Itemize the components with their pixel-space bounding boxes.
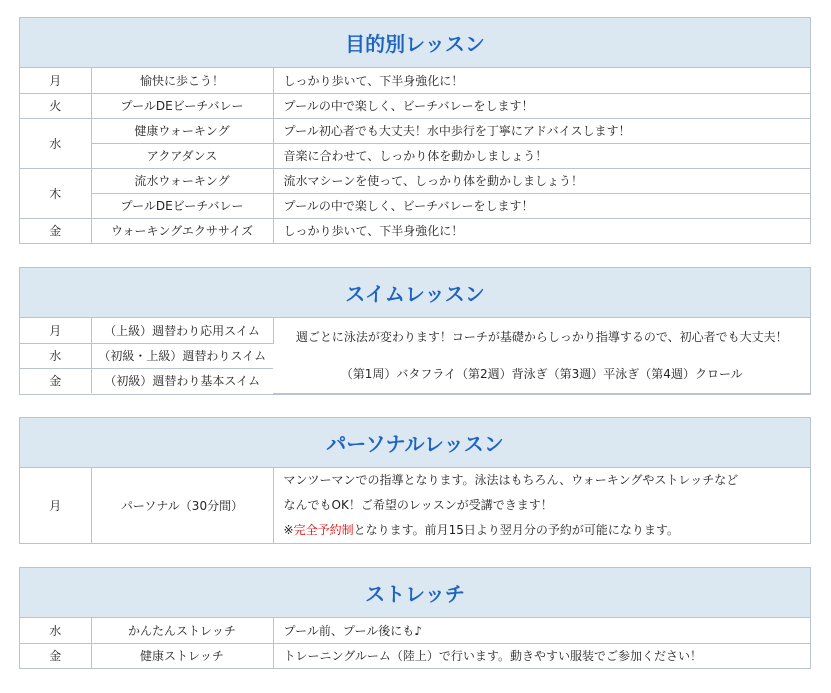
note-prefix: ※ <box>283 523 294 537</box>
section-title: スイムレッスン <box>20 268 810 318</box>
table-row <box>20 468 810 543</box>
lesson-desc: プールの中で楽しく、ビーチバレーをします！ <box>273 93 810 118</box>
section-swim-lessons <box>19 267 811 395</box>
lesson-name: 流水ウォーキング <box>91 168 273 193</box>
day-cell: 水 <box>20 343 91 368</box>
table-row <box>20 618 810 643</box>
swim-desc-line2: （第1周）バタフライ（第2週）背泳ぎ（第3週）平泳ぎ（第4週）クロール <box>340 367 743 382</box>
personal-desc-line1: マンツーマンでの指導となります。泳法はもちろん、ウォーキングやストレッチなど <box>283 473 739 487</box>
lesson-name: プールDEビーチバレー <box>91 193 273 218</box>
lesson-name: パーソナル（30分間） <box>91 468 273 543</box>
personal-desc <box>273 468 810 543</box>
lesson-name: 愉快に歩こう！ <box>91 68 273 93</box>
lesson-desc: 流水マシーンを使って、しっかり体を動かしましょう！ <box>273 168 810 193</box>
personal-desc-line2: なんでもOK！ご希望のレッスンが受講できます！ <box>283 498 553 512</box>
day-cell: 金 <box>20 368 91 393</box>
lesson-table <box>20 318 810 394</box>
section-title: 目的別レッスン <box>20 18 810 68</box>
lesson-desc: 音楽に合わせて、しっかり体を動かしましょう！ <box>273 143 810 168</box>
note-suffix: となります。前月15日より翌月分の予約が可能になります。 <box>353 523 679 537</box>
lesson-table <box>20 68 810 243</box>
swim-desc-line1: 週ごとに泳法が変わります！コーチが基礎からしっかり指導するので、初心者でも大丈夫！ <box>295 330 788 345</box>
lesson-desc: しっかり歩いて、下半身強化に！ <box>273 68 810 93</box>
day-cell: 月 <box>20 68 91 93</box>
lesson-name: （初級）週替わり基本スイム <box>104 374 261 389</box>
lesson-desc: プール初心者でも大丈夫！水中歩行を丁寧にアドバイスします！ <box>273 118 810 143</box>
table-row <box>20 168 810 193</box>
section-stretch <box>19 567 811 669</box>
lesson-name: プールDEビーチバレー <box>91 93 273 118</box>
section-purpose-lessons <box>19 17 811 244</box>
lesson-name: （上級）週替わり応用スイム <box>91 318 273 343</box>
table-row <box>20 68 810 93</box>
swim-desc <box>273 318 810 393</box>
table-row <box>20 218 810 243</box>
day-cell: 金 <box>20 643 91 668</box>
section-personal-lessons <box>19 417 811 544</box>
lesson-desc: プール前、プール後にも♪ <box>273 618 810 643</box>
day-cell: 火 <box>20 93 91 118</box>
lesson-table <box>20 618 810 668</box>
lesson-name: アクアダンス <box>91 143 273 168</box>
table-row <box>20 93 810 118</box>
lesson-table <box>20 468 810 543</box>
lesson-desc: プールの中で楽しく、ビーチバレーをします！ <box>273 193 810 218</box>
day-cell: 水 <box>20 118 91 168</box>
day-cell: 水 <box>20 618 91 643</box>
day-cell: 月 <box>20 468 91 543</box>
day-cell: 木 <box>20 168 91 218</box>
lesson-name: 健康ストレッチ <box>91 643 273 668</box>
section-title: ストレッチ <box>20 568 810 618</box>
lesson-name: かんたんストレッチ <box>91 618 273 643</box>
day-cell: 金 <box>20 218 91 243</box>
table-row <box>20 143 810 168</box>
lesson-name: （初級・上級）週替わりスイム <box>91 343 273 368</box>
reservation-required-text: 完全予約制 <box>293 523 354 537</box>
lesson-desc: トレーニングルーム（陸上）で行います。動きやすい服装でご参加ください！ <box>283 649 702 664</box>
lesson-desc: しっかり歩いて、下半身強化に！ <box>283 224 464 239</box>
section-title: パーソナルレッスン <box>20 418 810 468</box>
table-row <box>20 118 810 143</box>
day-cell: 月 <box>20 318 91 343</box>
personal-desc-line3 <box>284 518 811 543</box>
table-row <box>20 193 810 218</box>
table-row <box>20 318 810 343</box>
table-row <box>20 643 810 668</box>
lesson-name: 健康ウォーキング <box>91 118 273 143</box>
lesson-name: ウォーキングエクササイズ <box>91 218 273 243</box>
